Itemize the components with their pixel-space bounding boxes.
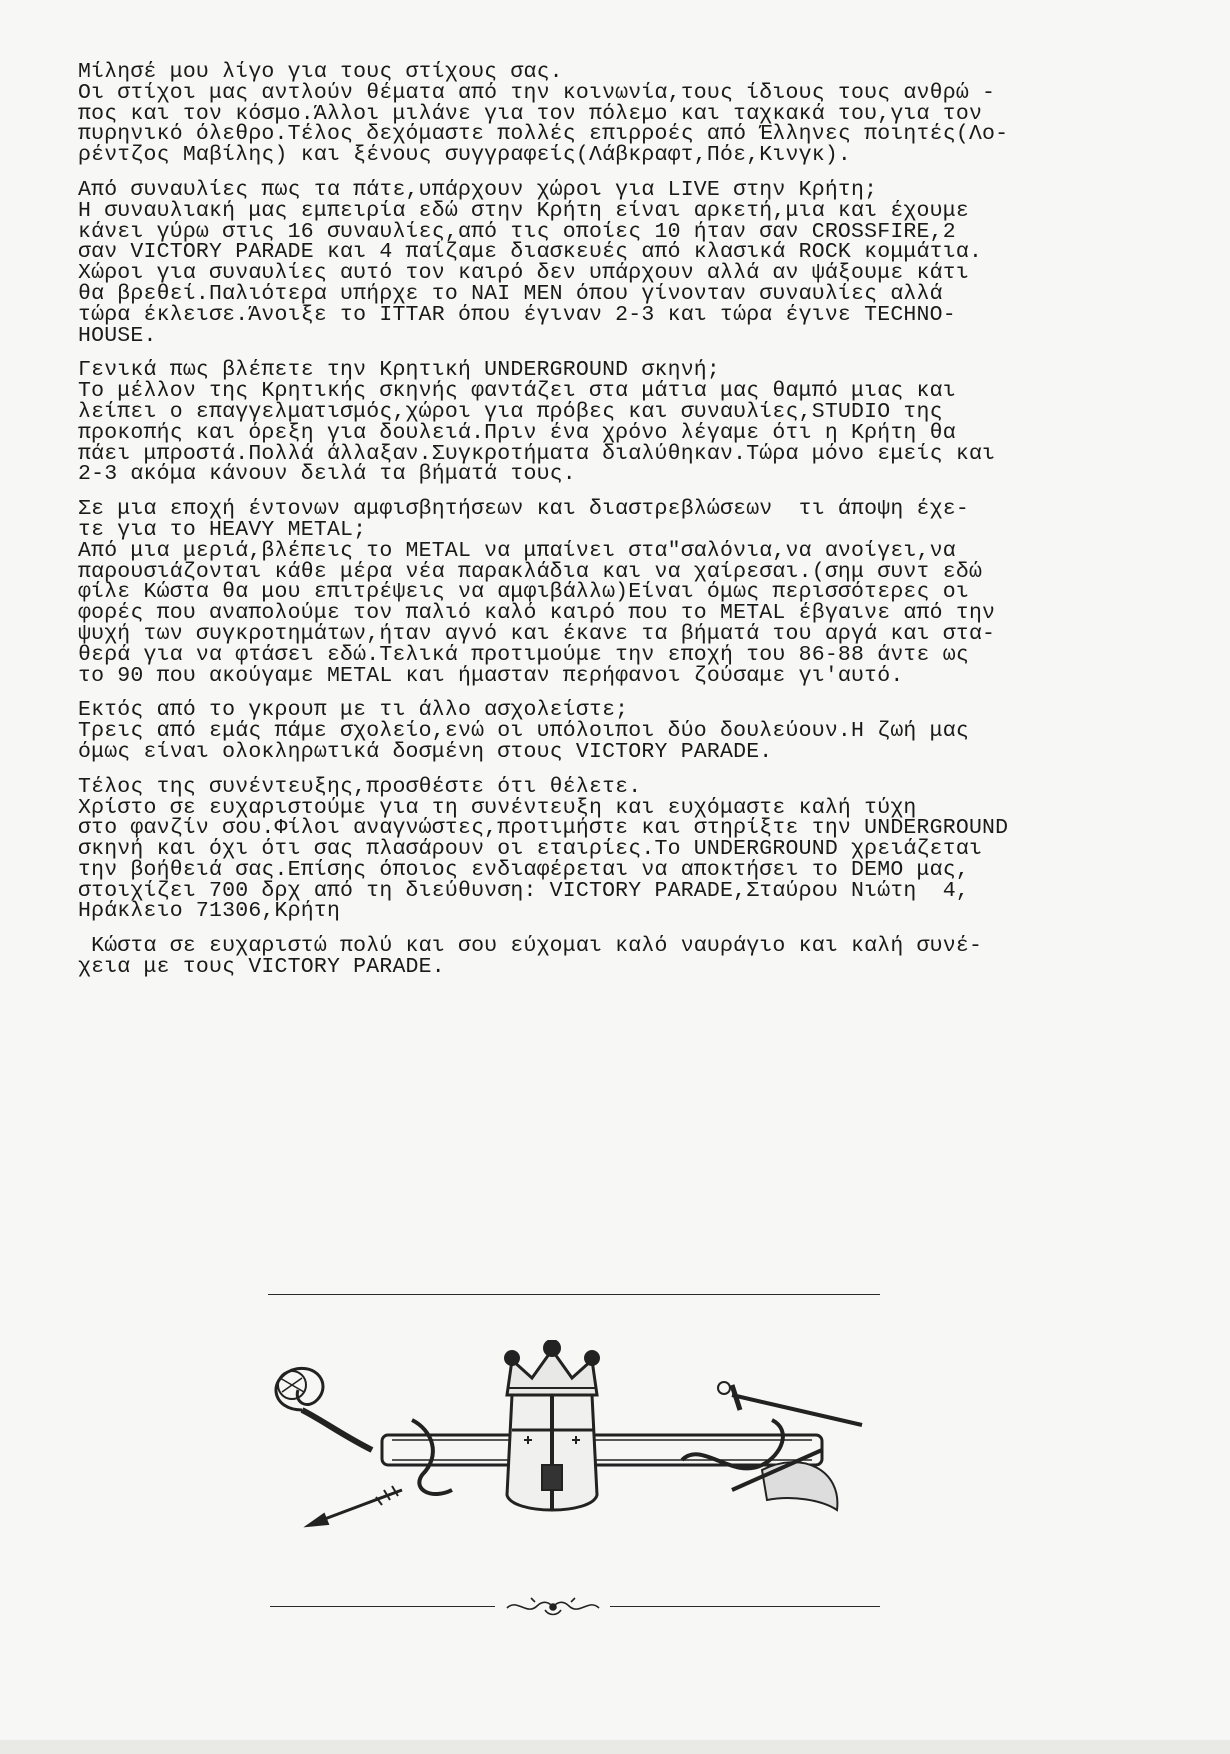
text-line: Κώστα σε ευχαριστώ πολύ και σου εύχομαι καλό ναυράγιο και καλή συνέ- — [78, 934, 983, 959]
text-line: θα βρεθεί.Παλιότερα υπήρχε το ΝΑΙ ΜΕΝ όπου γίνονταν συναυλίες αλλά — [78, 281, 943, 306]
text-line: όμως είναι ολοκληρωτικά δοσμένη στους VICTORY PARADE. — [78, 739, 773, 764]
text-line: Το μέλλον της Κρητικής σκηνής φαντάζει στα μάτια μας θαμπό μιας και — [78, 379, 956, 404]
text-line: πος και τον κόσμο.Άλλοι μιλάνε για τον πόλεμο και ταχκακά του,για τον — [78, 101, 983, 126]
text-line: το 90 που ακούγαμε METAL και ήμασταν περήφανοι ζούσαμε γι'αυτό. — [78, 663, 904, 688]
text-line: προκοπής και όρεξη για δουλειά.Πριν ένα χρόνο λέγαμε ότι η Κρήτη θα — [78, 420, 956, 445]
text-line: Εκτός από το γκρουπ με τι άλλο ασχολείστε; — [78, 698, 629, 723]
text-line: Σε μια εποχή έντονων αμφισβητήσεων και διαστρεβλώσεων τι άποψη έχε- — [78, 497, 969, 522]
paragraph — [78, 177, 1168, 348]
divider-line-top — [268, 1294, 880, 1295]
text-line: φίλε Κώστα θα μου επιτρέψεις να αμφιβάλλω)Είναι όμως περισσότερες οι — [78, 580, 969, 605]
crowned-helmet-emblem-icon — [262, 1340, 882, 1555]
text-line: Η συναυλιακή μας εμπειρία εδώ στην Κρήτη είναι αρκετή,μια και έχουμε — [78, 198, 969, 223]
text-line: ρέντζος Μαβίλης) και ξένους συγγραφείς(Λάβκραφτ,Πόε,Κινγκ). — [78, 143, 852, 168]
text-line: την βοήθειά σας.Επίσης όποιος ενδιαφέρεται να αποκτήσει το DEMO μας, — [78, 857, 969, 882]
interview-text — [78, 62, 1168, 992]
text-line: φορές που αναπολούμε τον παλιό καλό καιρό που το METAL έβγαινε από την — [78, 601, 996, 626]
text-line: HOUSE. — [78, 323, 157, 348]
text-line: κάνει γύρω στις 16 συναυλίες,από τις οποίες 10 ήταν σαν CROSSFIRE,2 — [78, 219, 956, 244]
flourish-ornament-icon — [505, 1594, 601, 1620]
text-line: Μίλησέ μου λίγο για τους στίχους σας. — [78, 60, 563, 84]
text-line: Από συναυλίες πως τα πάτε,υπάρχουν χώροι για LIVE στην Κρήτη; — [78, 177, 878, 202]
text-line: Χρίστο σε ευχαριστούμε για τη συνέντευξη και ευχόμαστε καλή τύχη — [78, 795, 917, 820]
text-line: Τρεις από εμάς πάμε σχολείο,ενώ οι υπόλοιποι δύο δουλεύουν.Η ζωή μας — [78, 719, 969, 744]
text-line: τε για το HEAVY METAL; — [78, 517, 367, 542]
text-line: Τέλος της συνέντευξης,προσθέστε ότι θέλετε. — [78, 774, 642, 799]
text-line: λείπει ο επαγγελματισμός,χώροι για πρόβες και συναυλίες,STUDIO της — [78, 399, 943, 424]
text-line: παρουσιάζονται κάθε μέρα νέα παρακλάδια και να χαίρεσαι.(σημ συντ εδώ — [78, 559, 983, 584]
paragraph — [78, 499, 1168, 686]
text-line: Οι στίχοι μας αντλούν θέματα από την κοινωνία,τους ίδιους τους ανθρώ - — [78, 80, 996, 105]
text-line: Ηράκλειο 71306,Κρήτη — [78, 899, 341, 924]
text-line: σκηνή και όχι ότι σας πλασάρουν οι εταιρίες.Το UNDERGROUND χρειάζεται — [78, 837, 983, 862]
divider-line-bottom-left — [270, 1606, 495, 1607]
text-line: τώρα έκλεισε.Άνοιξε το ITTAR όπου έγιναν 2-3 και τώρα έγινε TECHNO- — [78, 302, 956, 327]
text-line: Από μια μεριά,βλέπεις το METAL να μπαίνει στα"σαλόνια,να ανοίγει,να — [78, 538, 956, 563]
text-line: Γενικά πως βλέπετε την Κρητική UNDERGROUND σκηνή; — [78, 358, 721, 383]
paragraph — [78, 360, 1168, 485]
text-line: στο φανζίν σου.Φίλοι αναγνώστες,προτιμήστε και στηρίξτε την UNDERGROUND — [78, 816, 1009, 841]
paragraph — [78, 936, 1168, 978]
paragraph — [78, 700, 1168, 762]
paper-edge — [0, 1740, 1230, 1754]
paragraph — [78, 774, 1168, 924]
text-line: 2-3 ακόμα κάνουν δειλά τα βήματά τους. — [78, 462, 576, 487]
text-line: σαν VICTORY PARADE και 4 παίζαμε διασκευές από κλασικά ROCK κομμάτια. — [78, 240, 983, 265]
paragraph — [78, 62, 1168, 166]
divider-line-bottom-right — [610, 1606, 880, 1607]
text-line: θερά για να φτάσει εδώ.Τελικά προτιμούμε την εποχή του 86-88 άντε ως — [78, 642, 969, 667]
text-line: στοιχίζει 700 δρχ από τη διεύθυνση: VICTORY PARADE,Σταύρου Νιώτη 4, — [78, 878, 969, 903]
text-line: χεια με τους VICTORY PARADE. — [78, 955, 445, 980]
text-line: πάει μπροστά.Πολλά άλλαξαν.Συγκροτήματα διαλύθηκαν.Τώρα μόνο εμείς και — [78, 441, 996, 466]
text-line: ψυχή των συγκροτημάτων,ήταν αγνό και έκανε τα βήματά του αργά και στα- — [78, 621, 996, 646]
text-line: Χώροι για συναυλίες αυτό τον καιρό δεν υπάρχουν αλλά αν ψάξουμε κάτι — [78, 261, 969, 286]
text-line: πυρηνικό όλεθρο.Τέλος δεχόμαστε πολλές επιρροές από Έλληνες ποιητές(Λο- — [78, 122, 1009, 147]
